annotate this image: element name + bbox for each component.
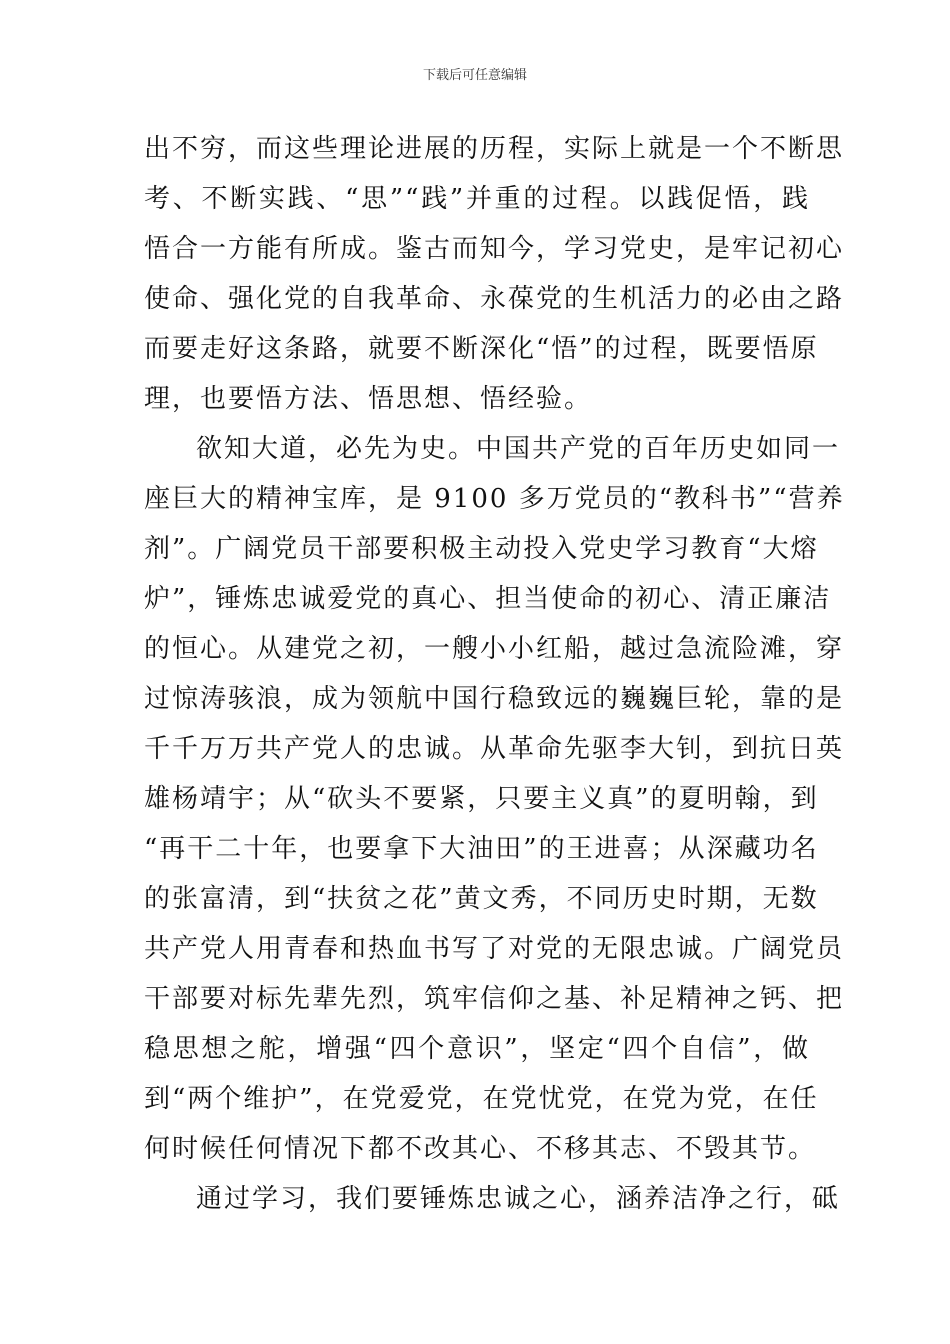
text-line: 千千万万共产党人的忠诚。从革命先驱李大钊，到抗日英 bbox=[144, 734, 845, 764]
text-line: 而要走好这条路，就要不断深化“悟”的过程，既要悟原 bbox=[144, 334, 819, 364]
text-line: 干部要对标先辈先烈，筑牢信仰之基、补足精神之钙、把 bbox=[144, 984, 845, 1014]
text-line: 炉”，锤炼忠诚爱党的真心、担当使命的初心、清正廉洁 bbox=[144, 584, 832, 614]
paragraph-first-line: 欲知大道，必先为史。中国共产党的百年历史如同一 bbox=[196, 434, 841, 464]
text-line: 的张富清，到“扶贫之花”黄文秀，不同历史时期，无数 bbox=[144, 884, 819, 914]
page-header: 下载后可任意编辑 bbox=[422, 68, 527, 83]
text-line: “再干二十年，也要拿下大油田”的王进喜；从深藏功名 bbox=[144, 834, 819, 864]
text-line: 座巨大的精神宝库，是 9100 多万党员的“教科书”“营养 bbox=[144, 484, 845, 514]
text-line: 剂”。广阔党员干部要积极主动投入党史学习教育“大熔 bbox=[144, 534, 819, 564]
text-line: 何时候任何情况下都不改其心、不移其志、不毁其节。 bbox=[144, 1134, 817, 1164]
paragraph-first-line: 通过学习，我们要锤炼忠诚之心，涵养洁净之行，砥 bbox=[196, 1184, 841, 1214]
text-line: 出不穷，而这些理论进展的历程，实际上就是一个不断思 bbox=[144, 134, 845, 164]
text-line: 的恒心。从建党之初，一艘小小红船，越过急流险滩，穿 bbox=[144, 634, 845, 664]
text-line: 悟合一方能有所成。鉴古而知今，学习党史，是牢记初心 bbox=[144, 234, 845, 264]
document-body bbox=[144, 124, 845, 1224]
text-line: 共产党人用青春和热血书写了对党的无限忠诚。广阔党员 bbox=[144, 934, 845, 964]
text-line: 理，也要悟方法、悟思想、悟经验。 bbox=[144, 384, 593, 414]
text-line: 到“两个维护”，在党爱党，在党忧党，在党为党，在任 bbox=[144, 1084, 819, 1114]
text-line: 稳思想之舵，增强“四个意识”，坚定“四个自信”，做 bbox=[144, 1034, 810, 1064]
text-line: 过惊涛骇浪，成为领航中国行稳致远的巍巍巨轮，靠的是 bbox=[144, 684, 845, 714]
text-line: 使命、强化党的自我革命、永葆党的生机活力的必由之路 bbox=[144, 284, 845, 314]
text-line: 考、不断实践、“思”“践”并重的过程。以践促悟，践 bbox=[144, 184, 810, 214]
text-line: 雄杨靖宇；从“砍头不要紧，只要主义真”的夏明翰，到 bbox=[144, 784, 819, 814]
